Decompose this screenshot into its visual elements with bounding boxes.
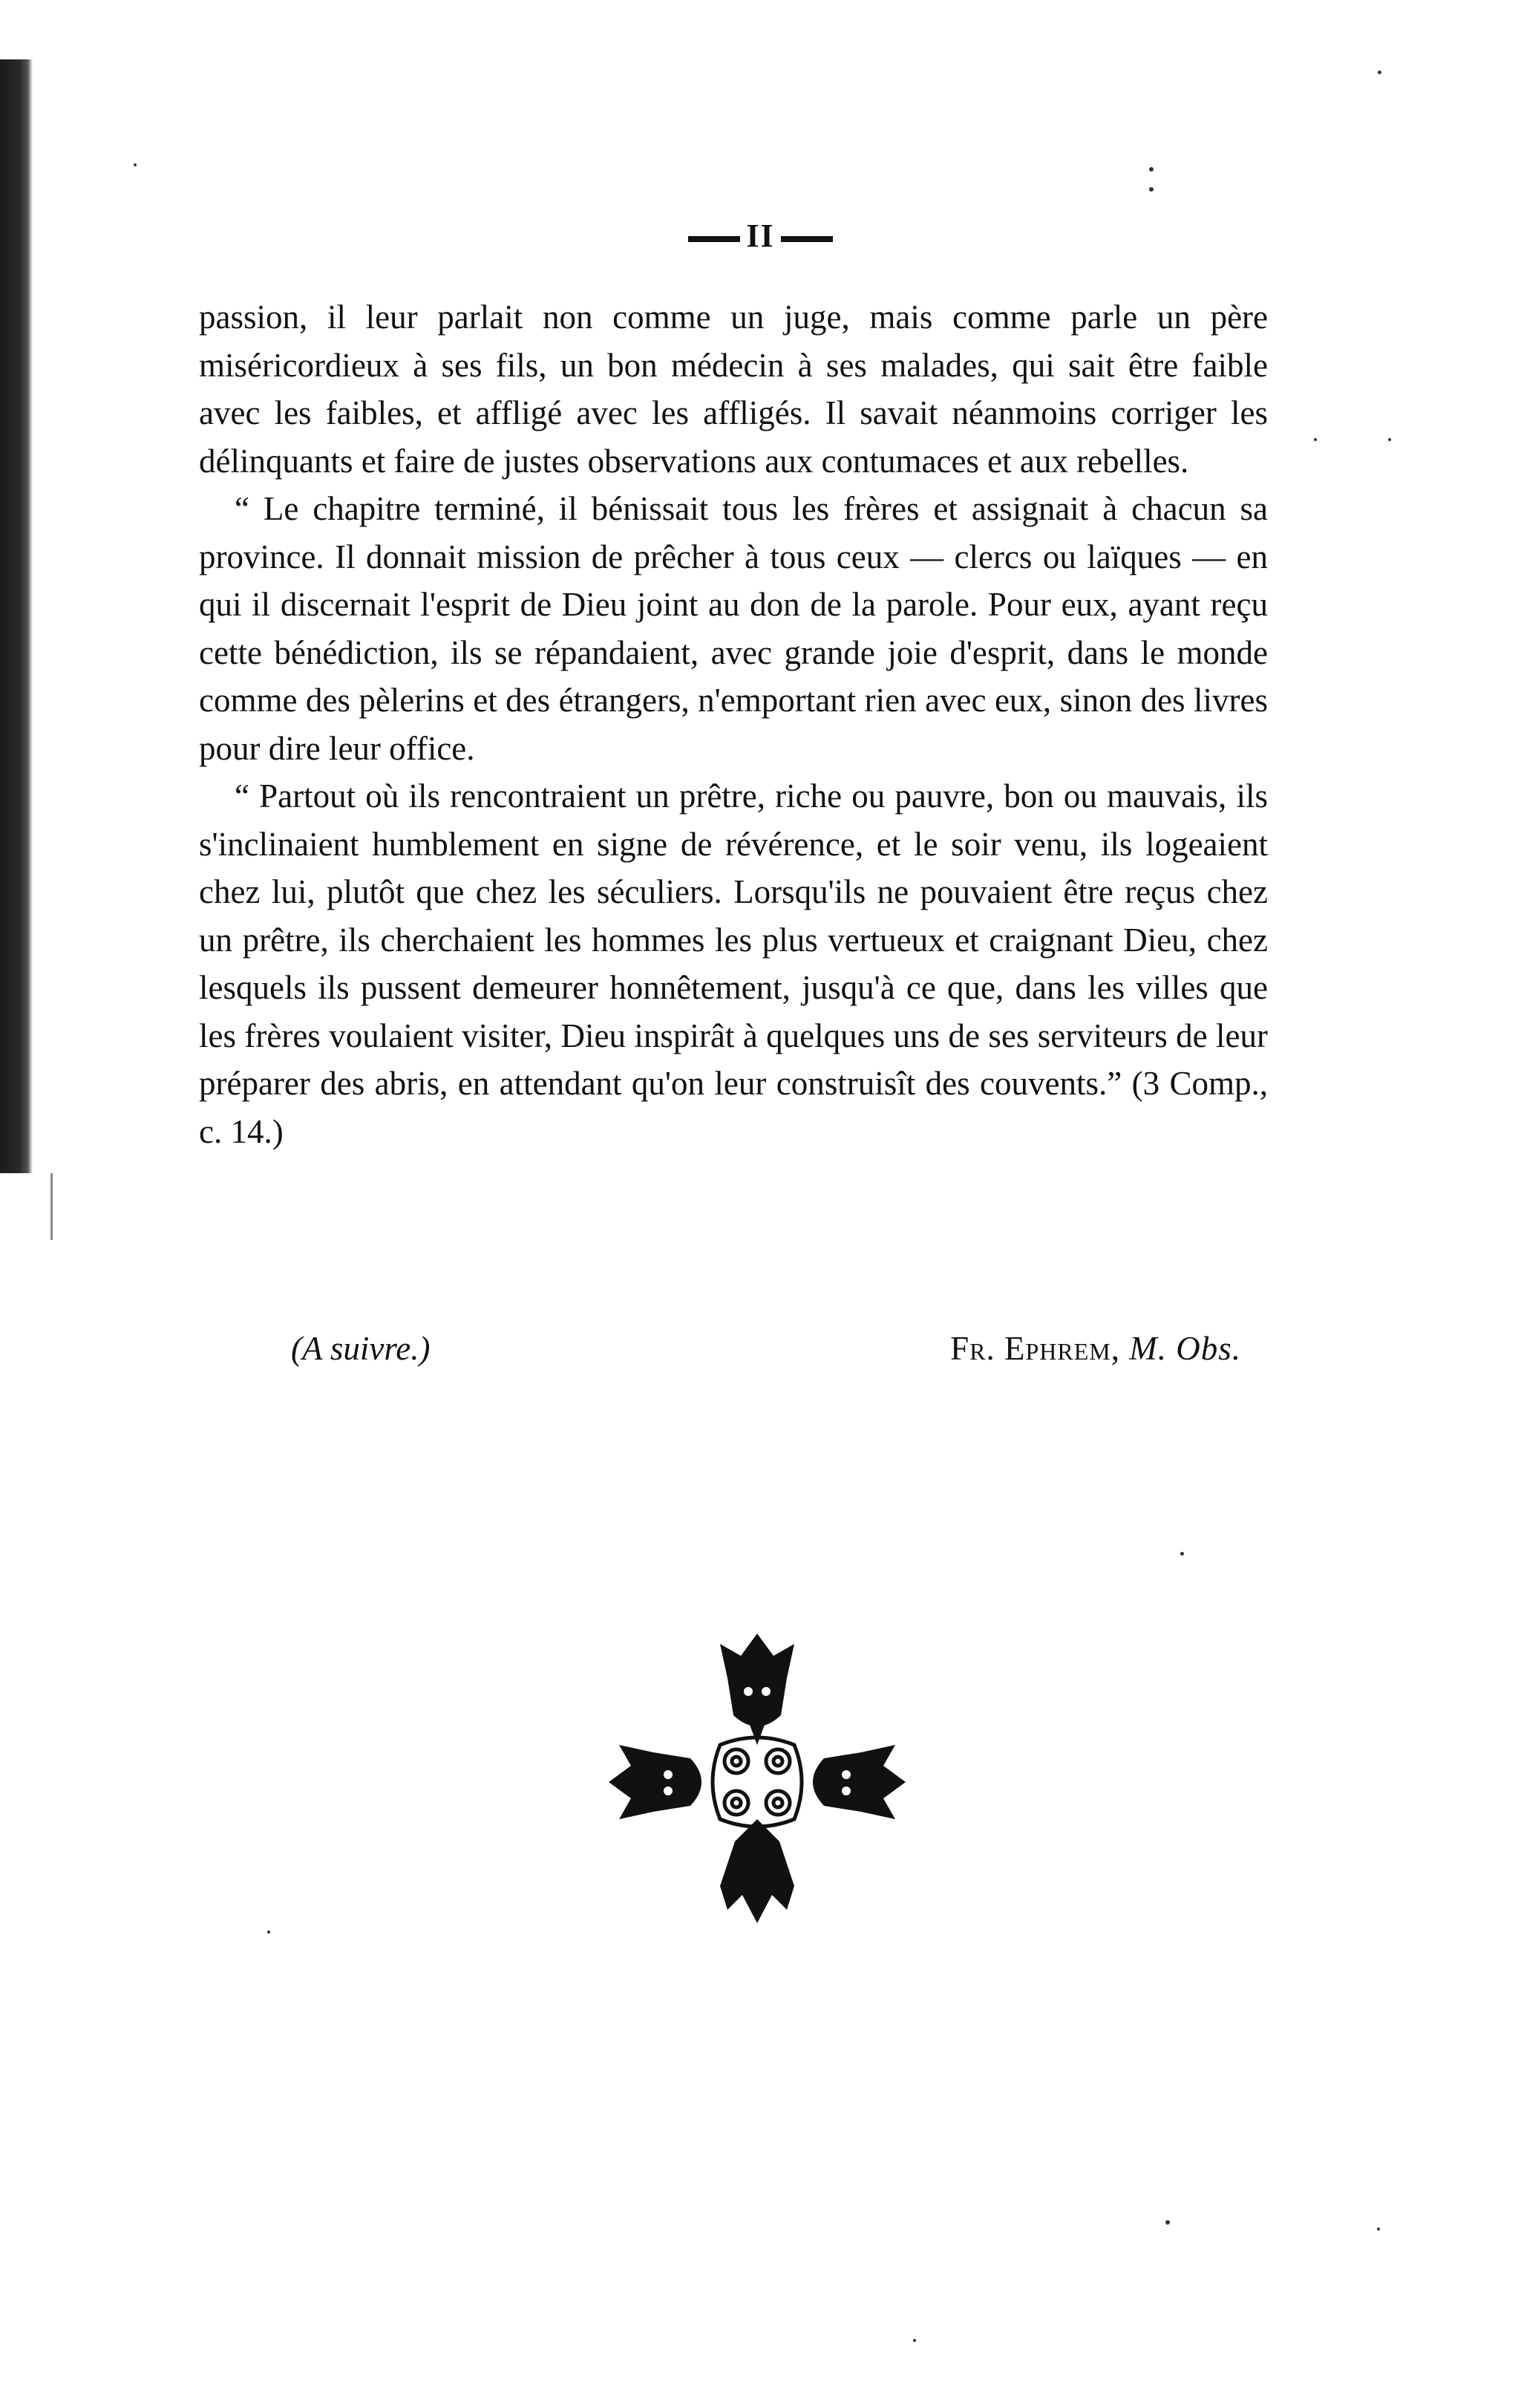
print-speck xyxy=(1378,71,1381,74)
paragraph-1: passion, il leur parlait non comme un juge, mais comme parle un père miséricordieux à ses fils, un bon médecin à ses malades, qui sait être faible avec les faibles, et affligé avec les affligés. Il savait néanmoins corriger les délinquants et faire de justes observations aux contumaces et aux rebelles. xyxy=(199,298,1268,480)
ornament-left-flower-icon xyxy=(609,1745,701,1819)
signature-row xyxy=(291,1329,1241,1381)
ornament-center-rosettes-icon xyxy=(713,1738,802,1827)
print-speck xyxy=(1165,2220,1170,2225)
author-name: Fr. Ephrem, xyxy=(950,1330,1120,1367)
print-speck xyxy=(1314,438,1317,441)
print-speck xyxy=(1180,1552,1184,1556)
print-speck xyxy=(267,1931,270,1934)
ornament-right-flower-icon xyxy=(813,1745,906,1819)
page-binding-mark xyxy=(50,1173,53,1240)
print-speck xyxy=(1377,2228,1380,2231)
author-order: M. Obs. xyxy=(1129,1330,1241,1367)
author-signature xyxy=(950,1329,1241,1368)
cross-fleuron-ornament-icon xyxy=(609,1634,906,1931)
print-speck xyxy=(134,163,137,166)
paragraph-2: “ Le chapitre terminé, il bénissait tous les frères et assignait à chacun sa province. Il donnait mission de prêcher à tous ceux — clercs ou laïques — en qui il discernait l'esprit de Dieu joint au don de la parole. Pour eux, ayant reçu cette bénédiction, ils se répandaient, avec grande joie d'esprit, dans le monde comme des pèlerins et des étrangers, n'emportant rien avec eux, sinon des livres pour dire leur office. xyxy=(199,490,1268,767)
to-be-continued-note: (A suivre.) xyxy=(291,1330,431,1367)
print-speck xyxy=(1388,438,1391,441)
page-number-dash-left xyxy=(688,236,740,242)
page-number-dash-right xyxy=(781,236,833,242)
page-number-text: II xyxy=(746,218,775,254)
ornament-top-flower-icon xyxy=(720,1634,794,1745)
body-text xyxy=(199,293,1268,1155)
print-speck xyxy=(913,2339,916,2342)
ornament-bottom-flower-icon xyxy=(720,1819,794,1923)
print-speck xyxy=(1149,167,1154,172)
page-number xyxy=(0,217,1521,255)
paragraph-3: “ Partout où ils rencontraient un prêtre, riche ou pauvre, bon ou mauvais, ils s'inclinaient humblement en signe de révérence, et le soir venu, ils logeaient chez lui, plutôt que chez les séculiers. Lorsqu'ils ne pouvaient être reçus chez un prêtre, ils cherchaient les hommes les plus vertueux et craignant Dieu, chez lesquels ils pussent demeurer honnêtement, jusqu'à ce que, dans les villes que les frères voulaient visiter, Dieu inspirât à quelques uns de ses serviteurs de leur préparer des abris, en attendant qu'on leur construisît des couvents.” (3 Comp., c. 14.) xyxy=(199,777,1268,1150)
print-speck xyxy=(1149,187,1154,192)
